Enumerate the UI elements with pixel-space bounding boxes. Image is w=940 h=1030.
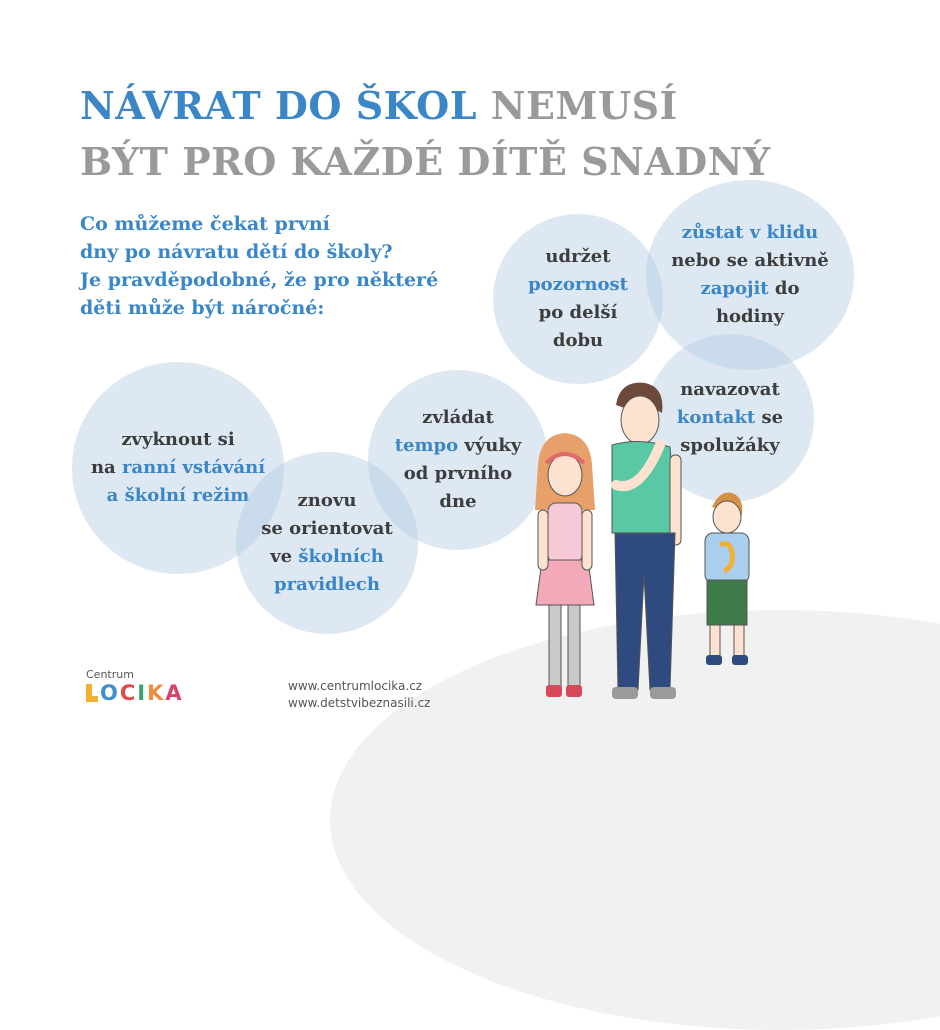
url-link[interactable]: www.detstvibeznasili.cz (288, 696, 431, 710)
highlight-word: zapojit (700, 278, 769, 299)
logo-wordmark (86, 682, 182, 704)
bubble-line: a školní režim (106, 485, 250, 506)
boy-figure (612, 383, 681, 699)
bubble-line: od prvního (403, 463, 513, 484)
bubble-line: zůstat v klidu (681, 222, 819, 243)
small-boy-figure (705, 493, 749, 665)
bubble-line: spolužáky (680, 435, 780, 456)
highlight-word: školních (298, 546, 384, 567)
bubble-text (91, 426, 265, 510)
logo-letter: C (119, 681, 136, 705)
bubble-line: tempo výuky (394, 435, 522, 456)
logo-letter: O (100, 681, 118, 705)
intro-text (80, 210, 438, 322)
url-link[interactable]: www.centrumlocika.cz (288, 679, 423, 693)
highlight-word: kontakt (676, 407, 756, 428)
title-line1-rest: NEMUSÍ (490, 83, 678, 128)
website-links (288, 678, 430, 712)
bubble-line: navazovat (680, 379, 780, 400)
intro-line: Je pravděpodobné, že pro některé (80, 269, 439, 291)
centrum-locika-logo (86, 668, 182, 704)
bubble-line: dne (439, 491, 477, 512)
logo-letter: K (147, 681, 164, 705)
logo-letter-l-shape (86, 684, 98, 702)
logo-letter: I (137, 681, 146, 705)
bubble-line: zvyknout si (121, 429, 235, 450)
bubble-text (395, 404, 522, 516)
bubble-line: na ranní vstávání (90, 457, 266, 478)
bubble-line: po delší (538, 302, 618, 323)
title-highlight: NÁVRAT DO ŠKOL (80, 83, 477, 128)
children-illustration (520, 375, 780, 715)
bubble-text (528, 243, 628, 355)
bubble-line: se orientovat (261, 518, 393, 539)
bubble-text (671, 219, 829, 331)
bubble-line: kontakt se (676, 407, 784, 428)
bubble-text (261, 487, 392, 599)
bubble-line: ve školních (270, 546, 384, 567)
logo-caption: Centrum (86, 668, 134, 681)
bubble-line: udržet (545, 246, 611, 267)
bubble-line: hodiny (715, 306, 785, 327)
bubble-pozornost (493, 214, 663, 384)
highlight-word: ranní vstávání (121, 457, 266, 478)
intro-line: Co můžeme čekat první (80, 213, 330, 235)
bubble-line: pravidlech (274, 574, 380, 595)
intro-line: děti může být náročné: (80, 297, 325, 319)
bubble-line: nebo se aktivně (671, 250, 829, 271)
highlight-word: tempo (394, 435, 459, 456)
logo-letter: A (165, 681, 182, 705)
girl-figure (535, 433, 595, 697)
bubble-line: zvládat (422, 407, 494, 428)
bubble-line: zapojit do (700, 278, 800, 299)
bubble-line: pozornost (528, 274, 628, 295)
intro-line: dny po návratu dětí do školy? (80, 241, 393, 263)
bubble-line: dobu (552, 330, 604, 351)
bubble-line: znovu (297, 490, 357, 511)
page-title (80, 78, 771, 190)
title-line2: BÝT PRO KAŽDÉ DÍTĚ SNADNÝ (80, 139, 771, 184)
